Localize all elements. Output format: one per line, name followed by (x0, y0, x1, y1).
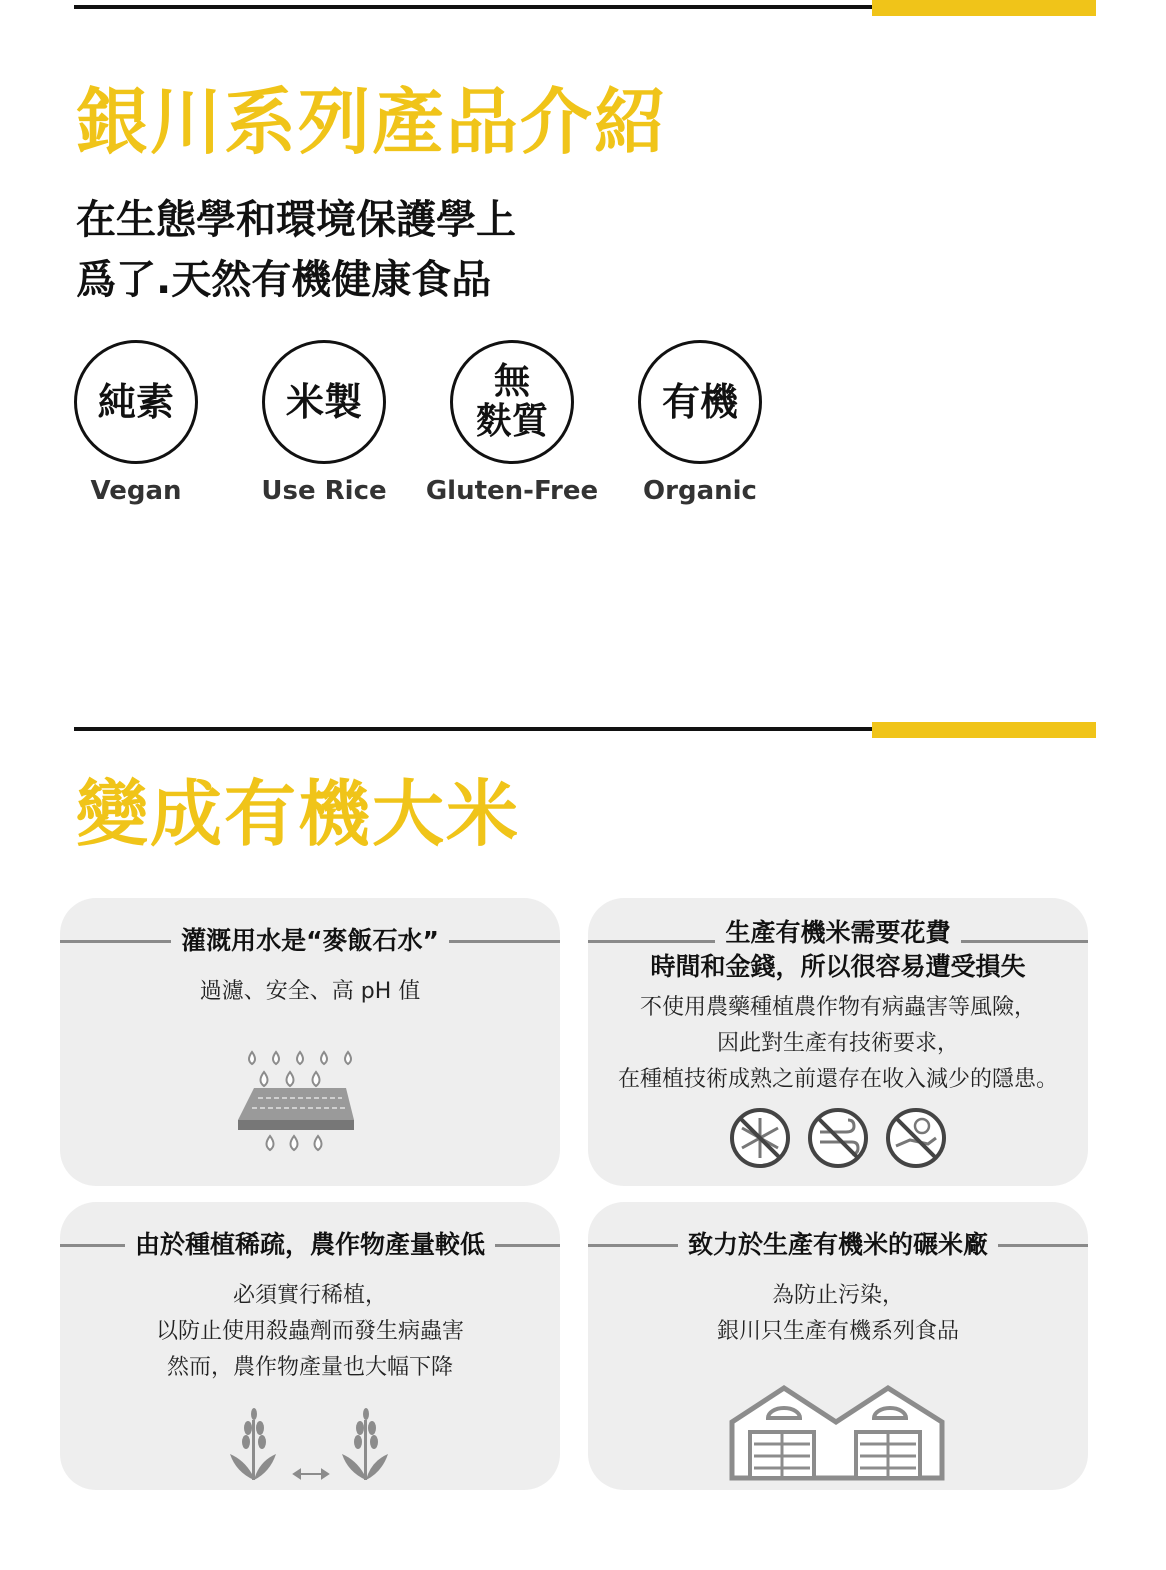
card-title-line: 灌溉用水是“麥飯石水” (171, 924, 449, 958)
card-title-line: 致力於生產有機米的碾米廠 (678, 1228, 998, 1262)
card-title-line: 生產有機米需要花費 (715, 916, 960, 950)
card-body-line: 不使用農藥種植農作物有病蟲害等風險， (639, 995, 1036, 1020)
card-title (60, 1228, 560, 1262)
card-body-line: 必須實行稀植， (232, 1283, 387, 1308)
card-body-line: 過濾、安全、高 pH 值 (199, 979, 421, 1004)
card-body (60, 974, 560, 1010)
badge-en: Use Rice (261, 476, 387, 506)
divider-line (74, 5, 874, 9)
badge-circle (638, 340, 762, 464)
badge-en: Vegan (90, 476, 182, 506)
badge-zh: 有機 (661, 380, 738, 424)
no-frost-icon (728, 1106, 792, 1170)
badge-zh-line-1: 無 (493, 361, 530, 402)
card-body-line: 然而，農作物產量也大幅下降 (166, 1355, 453, 1380)
card-title (60, 924, 560, 958)
card-cost-risk (588, 898, 1088, 1186)
badge-en: Gluten-Free (425, 476, 599, 506)
section-divider-top (74, 0, 1096, 16)
card-irrigation-water (60, 898, 560, 1186)
badge-circle (74, 340, 198, 464)
card-body-line: 以防止使用殺蟲劑而發生病蟲害 (155, 1319, 464, 1344)
rice-mill-icon (728, 1382, 948, 1482)
card-body-line: 銀川只生產有機系列食品 (716, 1319, 959, 1344)
sparse-planting-icon (220, 1406, 400, 1486)
card-title (588, 916, 1088, 984)
water-filter-icon (230, 1038, 370, 1158)
badge-zh: 米製 (285, 380, 362, 424)
section-divider-middle (74, 722, 1096, 738)
badge-circle (450, 340, 574, 464)
divider-line (74, 727, 874, 731)
card-title-line: 由於種植稀疏，農作物產量較低 (125, 1228, 495, 1262)
section-title-products: 銀川系列產品介紹 (76, 80, 669, 164)
card-rice-mill (588, 1202, 1088, 1490)
card-body-line: 因此對生產有技術要求， (716, 1031, 959, 1056)
section-subtitle (76, 190, 516, 310)
subtitle-line-1: 在生態學和環境保護學上 (76, 197, 516, 243)
badge-zh-line-2: 麩質 (475, 401, 548, 442)
card-body-line: 在種植技術成熟之前還存在收入減少的隱患。 (617, 1067, 1058, 1092)
card-body-line: 為防止污染， (771, 1283, 904, 1308)
badge-organic (600, 340, 800, 506)
card-body (60, 1278, 560, 1386)
badge-gluten-free (412, 340, 612, 506)
subtitle-line-2: 爲了.天然有機健康食品 (76, 257, 492, 303)
card-body (588, 990, 1088, 1098)
section-title-organic-rice: 變成有機大米 (76, 772, 521, 856)
card-title (588, 1228, 1088, 1262)
card-sparse-planting (60, 1202, 560, 1490)
badge-en: Organic (643, 476, 757, 506)
badge-vegan (36, 340, 236, 506)
badge-use-rice (224, 340, 424, 506)
badge-circle (262, 340, 386, 464)
divider-accent (872, 722, 1096, 738)
badge-zh: 純素 (97, 380, 174, 424)
no-wind-icon (806, 1106, 870, 1170)
no-money-icon (884, 1106, 948, 1170)
divider-accent (872, 0, 1096, 16)
card-title-line: 時間和金錢，所以很容易遭受損失 (640, 950, 1035, 984)
card-body (588, 1278, 1088, 1350)
